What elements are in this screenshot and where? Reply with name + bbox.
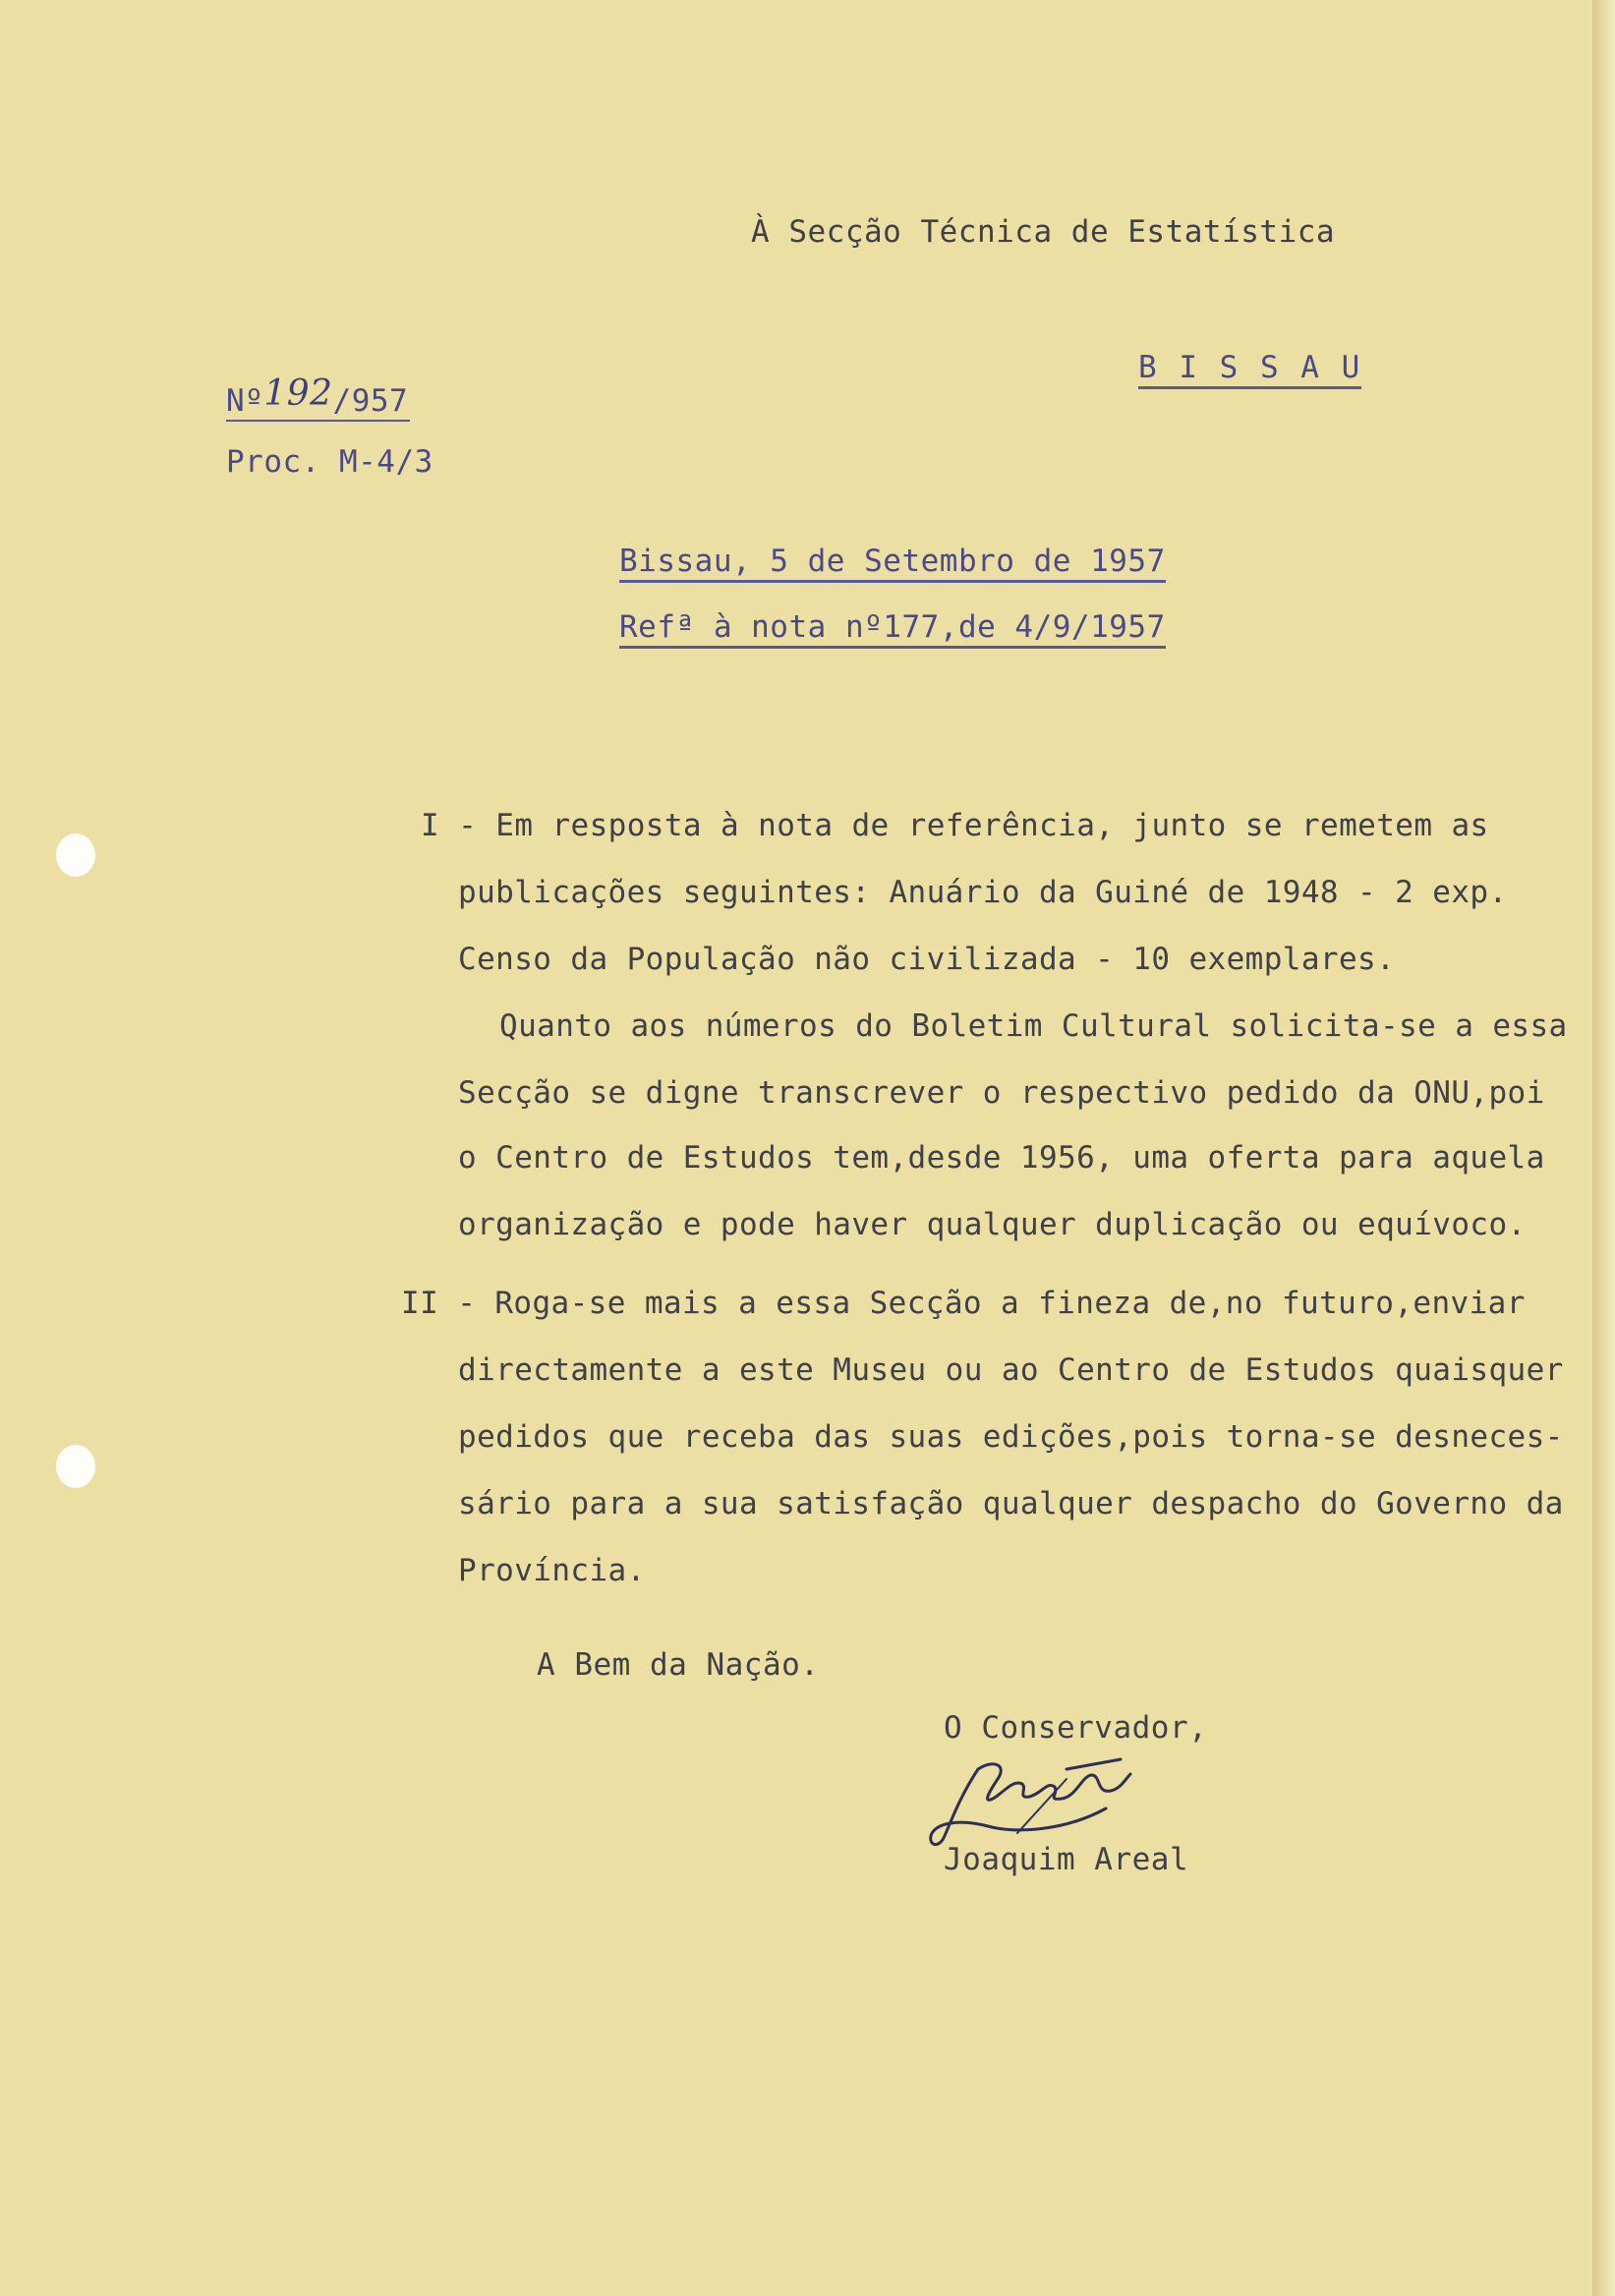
reference-number-year: /957: [332, 383, 409, 419]
reference-number: [226, 373, 410, 422]
signature: [919, 1740, 1194, 1858]
body-line: Quanto aos números do Boletim Cultural solicita-se a essa: [499, 1008, 1568, 1044]
punch-hole-bottom: [56, 1445, 95, 1488]
body-line: publicações seguintes: Anuário da Guiné de 1948 - 2 exp.: [458, 875, 1508, 910]
letter-reference: Refª à nota nº177,de 4/9/1957: [619, 609, 1166, 649]
paper-edge: [1592, 0, 1615, 2296]
body-line: organização e pode haver qualquer duplicação ou equívoco.: [458, 1207, 1527, 1242]
salutation: A Bem da Nação.: [537, 1647, 820, 1683]
body-line: directamente a este Museu ou ao Centro de Estudos quaisquer: [458, 1352, 1564, 1388]
signatory-name: Joaquim Areal: [944, 1842, 1189, 1877]
body-line: Secção se digne transcrever o respectivo pedido da ONU,poi: [458, 1075, 1545, 1111]
body-line: Censo da População não civilizada - 10 exemplares.: [458, 942, 1396, 977]
body-line: Província.: [458, 1553, 646, 1588]
reference-number-handwritten: 192: [263, 373, 333, 414]
recipient-city: B I S S A U: [1138, 350, 1361, 389]
body-line: I - Em resposta à nota de referência, junto se remetem as: [421, 808, 1489, 843]
process-number: Proc. M-4/3: [226, 444, 433, 480]
reference-number-prefix: Nº: [226, 383, 264, 419]
body-line: pedidos que receba das suas edições,pois torna-se desneces-: [458, 1419, 1564, 1455]
letter-date: Bissau, 5 de Setembro de 1957: [619, 544, 1166, 583]
recipient-line: À Secção Técnica de Estatística: [751, 214, 1336, 250]
body-line: o Centro de Estudos tem,desde 1956, uma oferta para aquela: [458, 1140, 1545, 1176]
body-line: II - Roga-se mais a essa Secção a fineza de,no futuro,enviar: [401, 1286, 1526, 1321]
signatory-title: O Conservador,: [944, 1710, 1208, 1746]
body-line: sário para a sua satisfação qualquer despacho do Governo da: [458, 1486, 1564, 1521]
punch-hole-top: [56, 833, 95, 877]
